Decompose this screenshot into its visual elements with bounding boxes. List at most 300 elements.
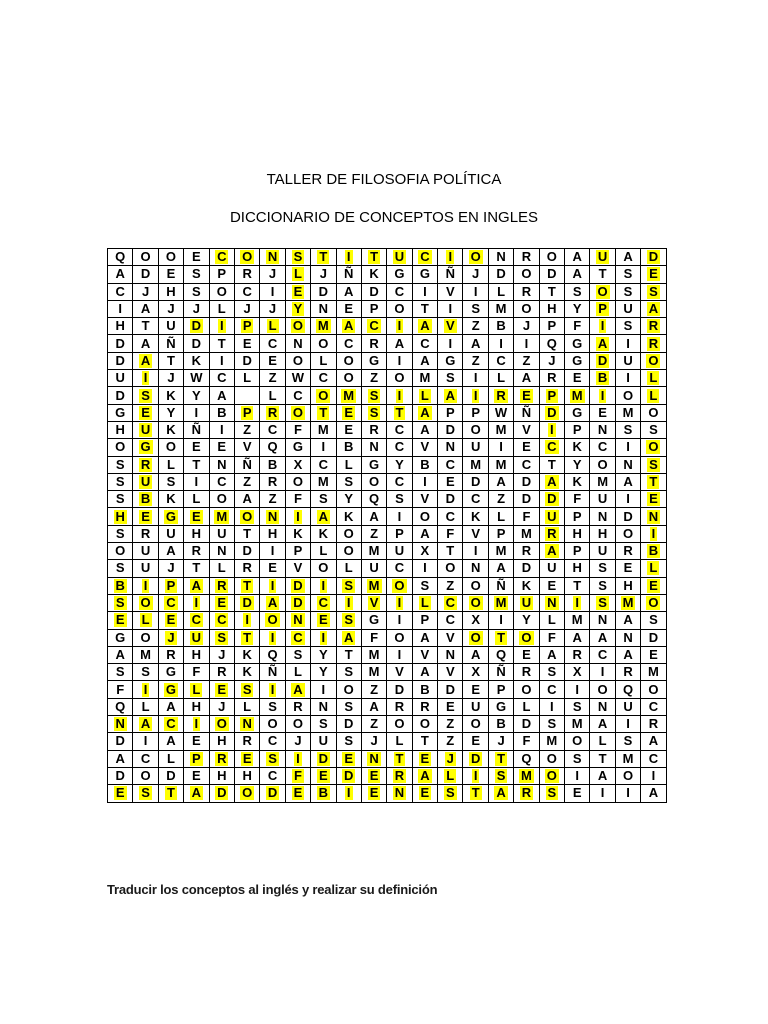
grid-cell	[361, 646, 386, 663]
grid-letter: A	[648, 301, 659, 317]
grid-letter: O	[394, 577, 405, 593]
grid-cell	[463, 352, 488, 369]
grid-letter: H	[267, 525, 278, 541]
grid-letter: K	[318, 525, 329, 541]
grid-letter: U	[597, 491, 608, 507]
grid-letter: O	[394, 370, 405, 386]
grid-letter: M	[343, 387, 355, 403]
grid-cell	[438, 525, 463, 542]
grid-letter: F	[293, 768, 302, 784]
grid-cell	[285, 421, 310, 438]
grid-cell	[209, 404, 234, 421]
grid-cell	[539, 283, 564, 300]
grid-letter: E	[318, 612, 328, 628]
grid-cell	[412, 594, 437, 611]
grid-cell	[438, 785, 463, 802]
instruction-text: Traducir los conceptos al inglés y realizar su definición	[107, 882, 438, 897]
grid-cell	[590, 629, 615, 646]
grid-letter: E	[649, 491, 658, 507]
grid-letter: M	[495, 301, 507, 317]
grid-letter: R	[547, 525, 557, 541]
grid-cell	[514, 664, 539, 681]
grid-cell	[260, 352, 285, 369]
grid-cell	[336, 335, 361, 352]
grid-letter: L	[217, 301, 226, 317]
grid-letter: R	[369, 422, 379, 438]
grid-cell	[361, 750, 386, 767]
grid-cell	[539, 318, 564, 335]
grid-letter: Q	[521, 750, 532, 766]
grid-letter: P	[598, 301, 607, 317]
grid-row	[108, 767, 667, 784]
grid-letter: U	[547, 560, 557, 576]
grid-letter: K	[166, 387, 176, 403]
grid-cell	[184, 629, 209, 646]
grid-cell	[311, 508, 336, 525]
grid-cell	[539, 525, 564, 542]
grid-letter: E	[192, 733, 201, 749]
grid-cell	[463, 249, 488, 266]
grid-letter: Z	[370, 716, 379, 732]
grid-letter: U	[140, 422, 151, 438]
grid-letter: D	[547, 266, 557, 282]
grid-cell	[565, 352, 590, 369]
grid-cell	[641, 577, 666, 594]
grid-cell	[438, 456, 463, 473]
word-search-grid	[107, 248, 667, 803]
grid-letter: E	[344, 750, 354, 766]
grid-cell	[565, 664, 590, 681]
grid-cell	[412, 266, 437, 283]
grid-cell	[260, 249, 285, 266]
grid-cell	[514, 767, 539, 784]
grid-cell	[488, 387, 513, 404]
grid-letter: O	[343, 681, 354, 697]
grid-letter: A	[496, 560, 506, 576]
grid-letter: C	[318, 595, 329, 611]
grid-letter: E	[166, 612, 176, 628]
grid-cell	[260, 785, 285, 802]
grid-letter: S	[115, 595, 125, 611]
grid-cell	[209, 767, 234, 784]
grid-cell	[260, 612, 285, 629]
grid-cell	[209, 594, 234, 611]
grid-letter: S	[344, 733, 354, 749]
grid-letter: Y	[192, 387, 201, 403]
grid-cell	[463, 456, 488, 473]
grid-cell	[514, 612, 539, 629]
grid-cell	[641, 456, 666, 473]
grid-cell	[285, 664, 310, 681]
grid-cell	[615, 681, 640, 698]
grid-cell	[336, 300, 361, 317]
grid-cell	[438, 352, 463, 369]
grid-letter: O	[648, 681, 659, 697]
grid-letter: O	[318, 560, 329, 576]
grid-cell	[209, 733, 234, 750]
grid-letter: O	[546, 249, 557, 265]
grid-letter: V	[420, 491, 430, 507]
grid-letter: G	[572, 404, 583, 420]
grid-letter: O	[445, 560, 456, 576]
grid-cell	[158, 767, 183, 784]
grid-cell	[311, 785, 336, 802]
grid-cell	[184, 560, 209, 577]
grid-cell	[234, 300, 259, 317]
grid-letter: A	[140, 335, 151, 351]
grid-letter: U	[166, 525, 176, 541]
grid-cell	[361, 716, 386, 733]
grid-letter: I	[397, 508, 402, 524]
grid-cell	[514, 508, 539, 525]
grid-letter: T	[243, 629, 252, 645]
grid-cell	[133, 560, 158, 577]
grid-letter: N	[369, 439, 379, 455]
grid-row	[108, 716, 667, 733]
grid-letter: X	[471, 612, 480, 628]
grid-row	[108, 300, 667, 317]
grid-letter: O	[165, 249, 177, 265]
grid-letter: T	[598, 266, 607, 282]
grid-letter: A	[521, 370, 532, 386]
grid-letter: O	[216, 491, 227, 507]
grid-letter: I	[423, 560, 427, 576]
grid-cell	[514, 300, 539, 317]
grid-letter: M	[368, 646, 380, 662]
grid-cell	[387, 785, 412, 802]
grid-cell	[539, 421, 564, 438]
grid-cell	[234, 733, 259, 750]
grid-letter: E	[242, 335, 252, 351]
grid-cell	[234, 543, 259, 560]
grid-letter: L	[319, 543, 328, 559]
grid-letter: B	[115, 577, 125, 593]
grid-cell	[234, 387, 259, 404]
grid-cell	[311, 543, 336, 560]
grid-cell	[311, 404, 336, 421]
grid-cell	[514, 594, 539, 611]
grid-letter: Ñ	[521, 404, 532, 420]
grid-letter: E	[547, 577, 557, 593]
grid-cell	[108, 733, 133, 750]
grid-cell	[463, 543, 488, 560]
grid-cell	[234, 249, 259, 266]
grid-cell	[412, 664, 437, 681]
grid-row	[108, 266, 667, 283]
grid-letter: K	[470, 508, 481, 524]
grid-letter: O	[521, 266, 532, 282]
grid-letter: I	[118, 301, 122, 317]
grid-letter: O	[597, 283, 608, 299]
grid-letter: R	[648, 318, 659, 334]
grid-cell	[184, 664, 209, 681]
grid-cell	[361, 543, 386, 560]
grid-cell	[488, 300, 513, 317]
grid-letter: T	[141, 318, 150, 334]
grid-cell	[158, 300, 183, 317]
grid-letter: J	[167, 629, 175, 645]
grid-letter: L	[141, 698, 150, 714]
grid-letter: O	[343, 525, 354, 541]
grid-cell	[285, 508, 310, 525]
grid-letter: H	[166, 283, 176, 299]
grid-cell	[387, 387, 412, 404]
grid-letter: U	[623, 352, 633, 368]
grid-cell	[641, 698, 666, 715]
grid-letter: D	[191, 335, 202, 351]
grid-letter: R	[521, 249, 532, 265]
grid-cell	[463, 698, 488, 715]
grid-letter: E	[369, 785, 379, 801]
grid-letter: B	[344, 439, 354, 455]
grid-cell	[539, 733, 564, 750]
grid-row	[108, 733, 667, 750]
grid-letter: R	[166, 646, 176, 662]
grid-letter: U	[369, 560, 379, 576]
grid-letter: R	[521, 543, 532, 559]
grid-cell	[133, 318, 158, 335]
grid-cell	[387, 560, 412, 577]
grid-cell	[412, 404, 437, 421]
grid-cell	[133, 352, 158, 369]
grid-letter: Y	[395, 456, 404, 472]
grid-cell	[361, 421, 386, 438]
grid-letter: C	[217, 370, 227, 386]
grid-letter: I	[600, 785, 605, 801]
grid-letter: S	[598, 560, 607, 576]
grid-cell	[590, 698, 615, 715]
grid-cell	[514, 439, 539, 456]
grid-letter: D	[217, 785, 227, 801]
grid-cell	[463, 733, 488, 750]
grid-cell	[387, 370, 412, 387]
grid-letter: I	[448, 335, 453, 351]
grid-letter: Q	[115, 698, 126, 714]
grid-cell	[311, 421, 336, 438]
grid-cell	[615, 249, 640, 266]
grid-cell	[260, 750, 285, 767]
grid-cell	[514, 681, 539, 698]
grid-letter: I	[473, 768, 478, 784]
grid-letter: C	[394, 474, 405, 489]
grid-cell	[641, 439, 666, 456]
grid-cell	[463, 594, 488, 611]
grid-letter: H	[572, 525, 582, 541]
grid-cell	[184, 404, 209, 421]
grid-letter: P	[572, 422, 582, 438]
grid-letter: T	[167, 785, 175, 801]
grid-cell	[285, 439, 310, 456]
grid-cell	[641, 716, 666, 733]
grid-letter: N	[597, 508, 608, 524]
grid-letter: O	[369, 474, 380, 489]
grid-letter: P	[471, 404, 480, 420]
grid-letter: A	[115, 266, 125, 282]
grid-letter: Z	[446, 716, 455, 732]
grid-cell	[133, 300, 158, 317]
grid-letter: I	[397, 612, 402, 628]
grid-letter: L	[141, 612, 150, 628]
grid-letter: S	[141, 664, 150, 680]
grid-letter: O	[343, 352, 354, 368]
grid-letter: A	[217, 387, 227, 403]
grid-letter: G	[369, 352, 380, 368]
grid-letter: B	[420, 681, 430, 697]
grid-cell	[184, 612, 209, 629]
grid-cell	[488, 352, 513, 369]
grid-cell	[209, 577, 234, 594]
grid-letter: U	[394, 249, 405, 265]
grid-cell	[133, 456, 158, 473]
grid-cell	[488, 594, 513, 611]
grid-cell	[133, 750, 158, 767]
grid-cell	[133, 370, 158, 387]
grid-letter: C	[267, 422, 278, 438]
grid-cell	[590, 681, 615, 698]
grid-cell	[260, 508, 285, 525]
grid-letter: N	[217, 543, 227, 559]
grid-cell	[184, 577, 209, 594]
grid-cell	[209, 646, 234, 663]
grid-letter: O	[242, 249, 253, 265]
grid-letter: R	[267, 404, 278, 420]
grid-letter: D	[293, 595, 303, 611]
grid-cell	[336, 473, 361, 490]
grid-letter: O	[343, 370, 354, 386]
grid-letter: V	[445, 318, 455, 334]
grid-cell	[438, 646, 463, 663]
grid-cell	[412, 785, 437, 802]
grid-letter: P	[242, 404, 252, 420]
grid-letter: I	[143, 681, 148, 697]
grid-letter: D	[115, 387, 125, 403]
grid-letter: S	[344, 664, 354, 680]
grid-cell	[438, 266, 463, 283]
grid-cell	[108, 664, 133, 681]
grid-cell	[387, 335, 412, 352]
grid-letter: L	[497, 370, 506, 386]
grid-letter: G	[369, 612, 380, 628]
grid-letter: I	[245, 612, 249, 628]
grid-letter: I	[448, 249, 453, 265]
grid-letter: D	[318, 750, 329, 766]
grid-letter: J	[472, 266, 480, 282]
grid-cell	[184, 681, 209, 698]
grid-cell	[184, 266, 209, 283]
grid-letter: A	[572, 266, 582, 282]
grid-cell	[565, 491, 590, 508]
grid-letter: C	[420, 335, 430, 351]
grid-letter: F	[293, 491, 302, 507]
grid-cell	[184, 733, 209, 750]
page-subtitle: DICCIONARIO DE CONCEPTOS EN INGLES	[229, 209, 539, 226]
grid-letter: S	[369, 404, 379, 420]
grid-cell	[565, 577, 590, 594]
grid-cell	[590, 318, 615, 335]
grid-cell	[438, 335, 463, 352]
grid-cell	[260, 560, 285, 577]
grid-cell	[565, 508, 590, 525]
grid-letter: T	[395, 750, 404, 766]
grid-letter: K	[242, 646, 252, 662]
grid-letter: A	[344, 629, 354, 645]
grid-cell	[590, 300, 615, 317]
grid-letter: E	[293, 283, 303, 299]
grid-letter: S	[598, 595, 607, 611]
grid-cell	[234, 421, 259, 438]
grid-letter: T	[319, 249, 328, 265]
grid-cell	[387, 629, 412, 646]
grid-letter: J	[268, 266, 277, 282]
grid-cell	[285, 387, 310, 404]
grid-letter: E	[318, 768, 328, 784]
grid-cell	[387, 525, 412, 542]
grid-letter: B	[318, 785, 329, 801]
grid-cell	[539, 439, 564, 456]
grid-letter: L	[268, 387, 277, 403]
grid-letter: I	[270, 543, 275, 559]
grid-cell	[514, 716, 539, 733]
grid-letter: V	[420, 646, 430, 662]
grid-cell	[412, 681, 437, 698]
grid-cell	[108, 335, 133, 352]
grid-cell	[565, 785, 590, 802]
grid-letter: H	[597, 525, 608, 541]
grid-cell	[158, 404, 183, 421]
grid-letter: O	[470, 716, 481, 732]
grid-letter: C	[394, 439, 405, 455]
grid-letter: Y	[293, 301, 303, 317]
grid-cell	[539, 716, 564, 733]
grid-cell	[514, 370, 539, 387]
grid-cell	[311, 525, 336, 542]
grid-letter: D	[445, 681, 455, 697]
grid-letter: I	[575, 595, 580, 611]
grid-cell	[234, 266, 259, 283]
grid-letter: I	[550, 698, 554, 714]
grid-cell	[463, 421, 488, 438]
grid-letter: E	[192, 508, 201, 524]
grid-cell	[108, 421, 133, 438]
grid-cell	[514, 525, 539, 542]
grid-letter: O	[470, 249, 481, 265]
grid-cell	[234, 577, 259, 594]
grid-cell	[260, 543, 285, 560]
grid-letter: S	[623, 318, 633, 334]
grid-cell	[590, 750, 615, 767]
grid-cell	[438, 439, 463, 456]
grid-cell	[361, 473, 386, 490]
grid-letter: I	[499, 335, 503, 351]
grid-row	[108, 594, 667, 611]
grid-letter: C	[369, 318, 379, 334]
grid-letter: A	[597, 716, 608, 732]
grid-letter: F	[573, 491, 582, 507]
grid-cell	[158, 785, 183, 802]
grid-letter: A	[267, 595, 278, 611]
grid-letter: P	[496, 525, 506, 541]
grid-letter: Q	[267, 439, 278, 455]
grid-letter: L	[268, 318, 277, 334]
grid-cell	[158, 577, 183, 594]
grid-letter: F	[192, 664, 201, 680]
grid-cell	[590, 525, 615, 542]
grid-letter: A	[445, 387, 455, 403]
grid-row	[108, 785, 667, 802]
grid-cell	[336, 370, 361, 387]
grid-cell	[641, 421, 666, 438]
grid-cell	[336, 716, 361, 733]
